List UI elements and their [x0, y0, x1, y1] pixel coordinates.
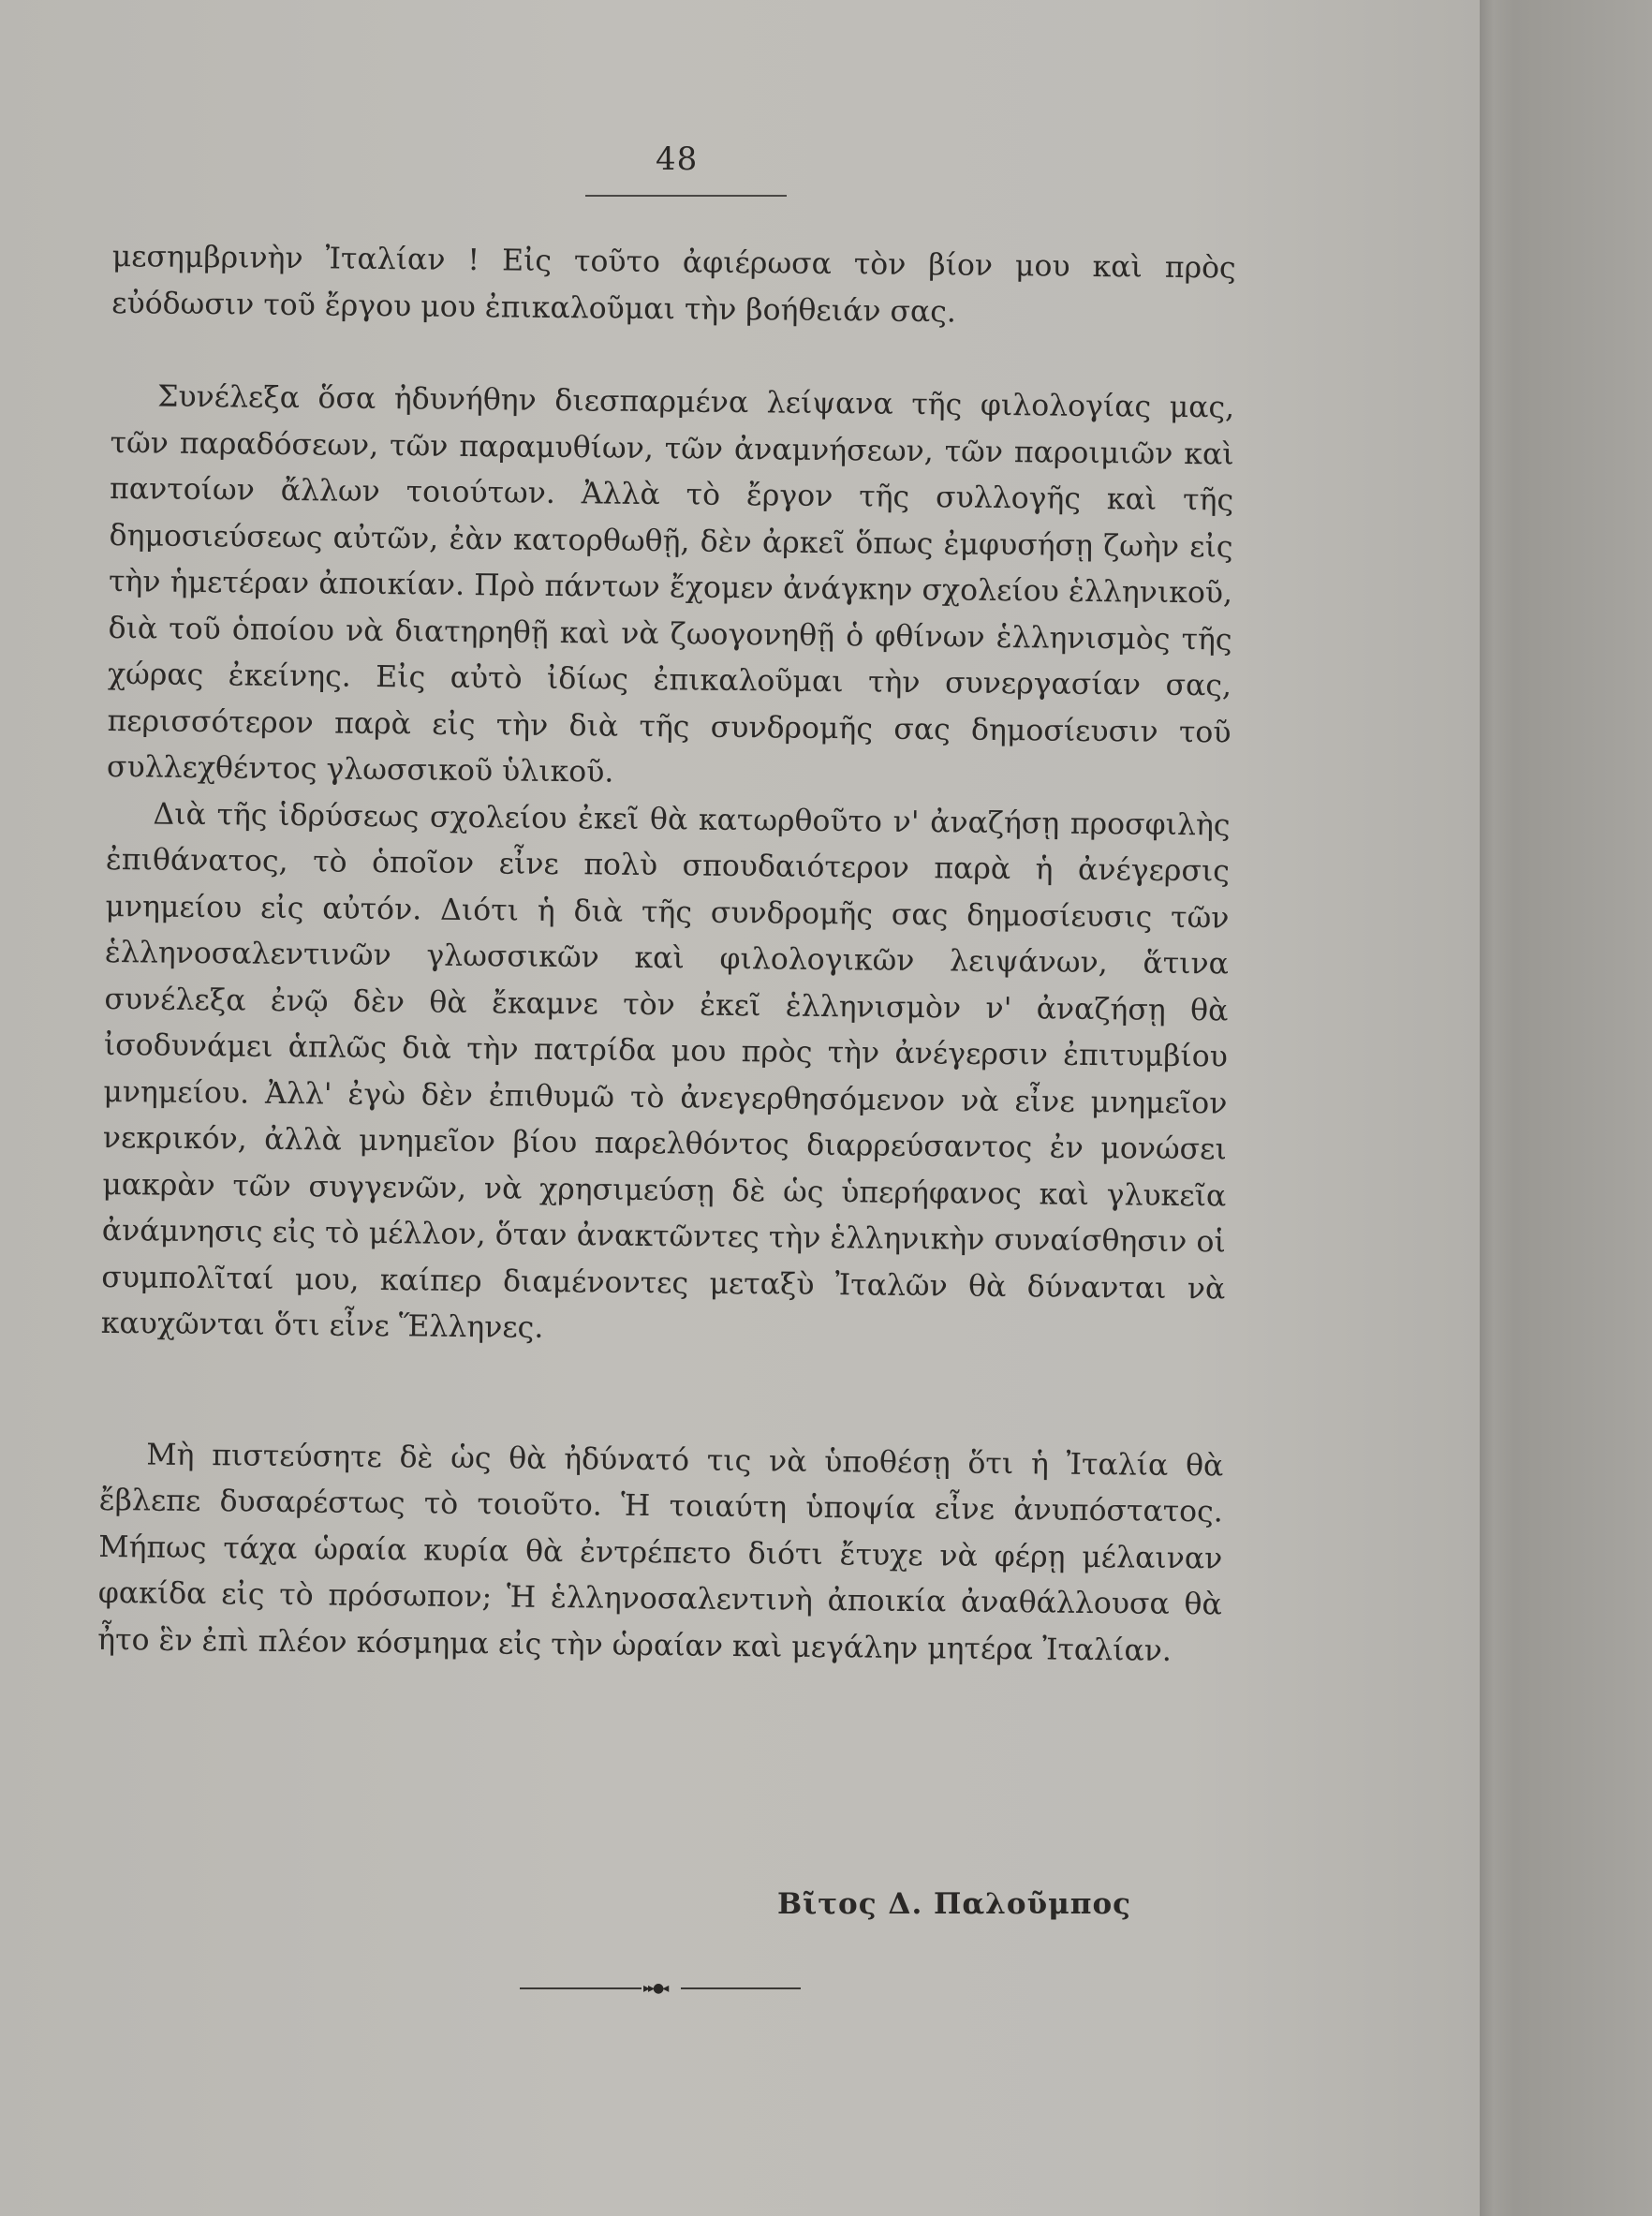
paragraph-gap	[100, 1347, 1225, 1443]
ornament-line-left	[520, 1987, 642, 1989]
paragraph-4: Μὴ πιστεύσητε δὲ ὡς θὰ ἠδύνατό τις νὰ ὑποθέσῃ ὅτι ἡ Ἰταλία θὰ ἔβλεπε δυσαρέστως τὸ τοιοῦτο. Ἡ τοιαύτη ὑποψία εἶνε ἀνυπόστατος. Μήπως τάχα ὡραία κυρία θὰ ἐντρέπετο διότι ἔτυχε νὰ φέρῃ μέλαιναν φακίδα εἰς τὸ πρόσωπον; Ἡ ἑλληνοσαλεντινὴ ἀποικία ἀναθάλλουσα θὰ ἦτο ἓν ἐπὶ πλέον κόσμημα εἰς τὴν ὡραίαν καὶ μεγάλην μητέρα Ἰταλίαν.	[97, 1437, 1224, 1668]
paragraph-2: Συνέλεξα ὅσα ἠδυνήθην διεσπαρμένα λείψανα τῆς φιλολογίας μας, τῶν παραδόσεων, τῶν παραμυθίων, τῶν ἀναμνήσεων, τῶν παροιμιῶν καὶ παντοίων ἄλλων τοιούτων. Ἀλλὰ τὸ ἔργον τῆς συλλογῆς καὶ τῆς δημοσιεύσεως αὐτῶν, ἐὰν κατορθωθῇ, δὲν ἀρκεῖ ὅπως ἐμφυσήσῃ ζωὴν εἰς τὴν ἡμετέραν ἀποικίαν. Πρὸ πάντων ἔχομεν ἀνάγκην σχολείου ἑλληνικοῦ, διὰ τοῦ ὁποίου νὰ διατηρηθῇ καὶ νὰ ζωογονηθῇ ὁ φθίνων ἑλληνισμὸς τῆς χώρας ἐκείνης. Εἰς αὐτὸ ἰδίως ἐπικαλοῦμαι τὴν συνεργασίαν σας, περισσότερον παρὰ εἰς τὴν διὰ τῆς συνδρομῆς σας δημοσίευσιν τοῦ συλλεχθέντος γλωσσικοῦ ὑλικοῦ.	[106, 379, 1235, 790]
body-text	[97, 234, 1236, 1675]
ornament-line-right	[681, 1987, 801, 1989]
ornament-mark: ▸▸●◂	[643, 1981, 668, 1996]
paragraph-1: μεσημβρινὴν Ἰταλίαν ! Εἰς τοῦτο ἀφιέρωσα τὸν βίον μου καὶ πρὸς εὐόδωσιν τοῦ ἔργου μου ἐπικαλοῦμαι τὴν βοήθειάν σας.	[111, 239, 1236, 329]
paragraph-3: Διὰ τῆς ἱδρύσεως σχολείου ἐκεῖ θὰ κατωρθοῦτο ν' ἀναζήσῃ προσφιλὴς ἐπιθάνατος, τὸ ὁποῖον εἶνε πολὺ σπουδαιότερον παρὰ ἡ ἀνέγερσις μνημείου εἰς αὐτόν. Διότι ἡ διὰ τῆς συνδρομῆς σας δημοσίευσις τῶν ἑλληνοσαλεντινῶν γλωσσικῶν καὶ φιλολογικῶν λειψάνων, ἅτινα συνέλεξα ἐνῷ δὲν θὰ ἔκαμνε τὸν ἐκεῖ ἑλληνισμὸν ν' ἀναζήσῃ θὰ ἰσοδυνάμει ἁπλῶς διὰ τὴν πατρίδα μου πρὸς τὴν ἀνέγερσιν ἐπιτυμβίου μνημείου. Ἀλλ' ἐγὼ δὲν ἐπιθυμῶ τὸ ἀνεγερθησόμενον νὰ εἶνε μνημεῖον νεκρικόν, ἀλλὰ μνημεῖον βίου παρελθόντος διαρρεύσαντος ἐν μονώσει μακρὰν τῶν συγγενῶν, νὰ χρησιμεύσῃ δὲ ὡς ὑπερήφανος καὶ γλυκεῖα ἀνάμνησις εἰς τὸ μέλλον, ὅταν ἀνακτῶντες τὴν ἑλληνικὴν συναίσθησιν οἱ συμπολῖταί μου, καίπερ διαμένοντες μεταξὺ Ἰταλῶν θὰ δύνανται νὰ καυχῶνται ὅτι εἶνε Ἕλληνες.	[100, 796, 1231, 1345]
page-number: 48	[656, 140, 699, 178]
end-ornament	[520, 1981, 801, 1996]
author-signature: Βῖτος Δ. Παλοῦμπος	[777, 1887, 1132, 1921]
header-rule	[585, 195, 787, 197]
page-edge-shadow	[1480, 0, 1652, 2216]
